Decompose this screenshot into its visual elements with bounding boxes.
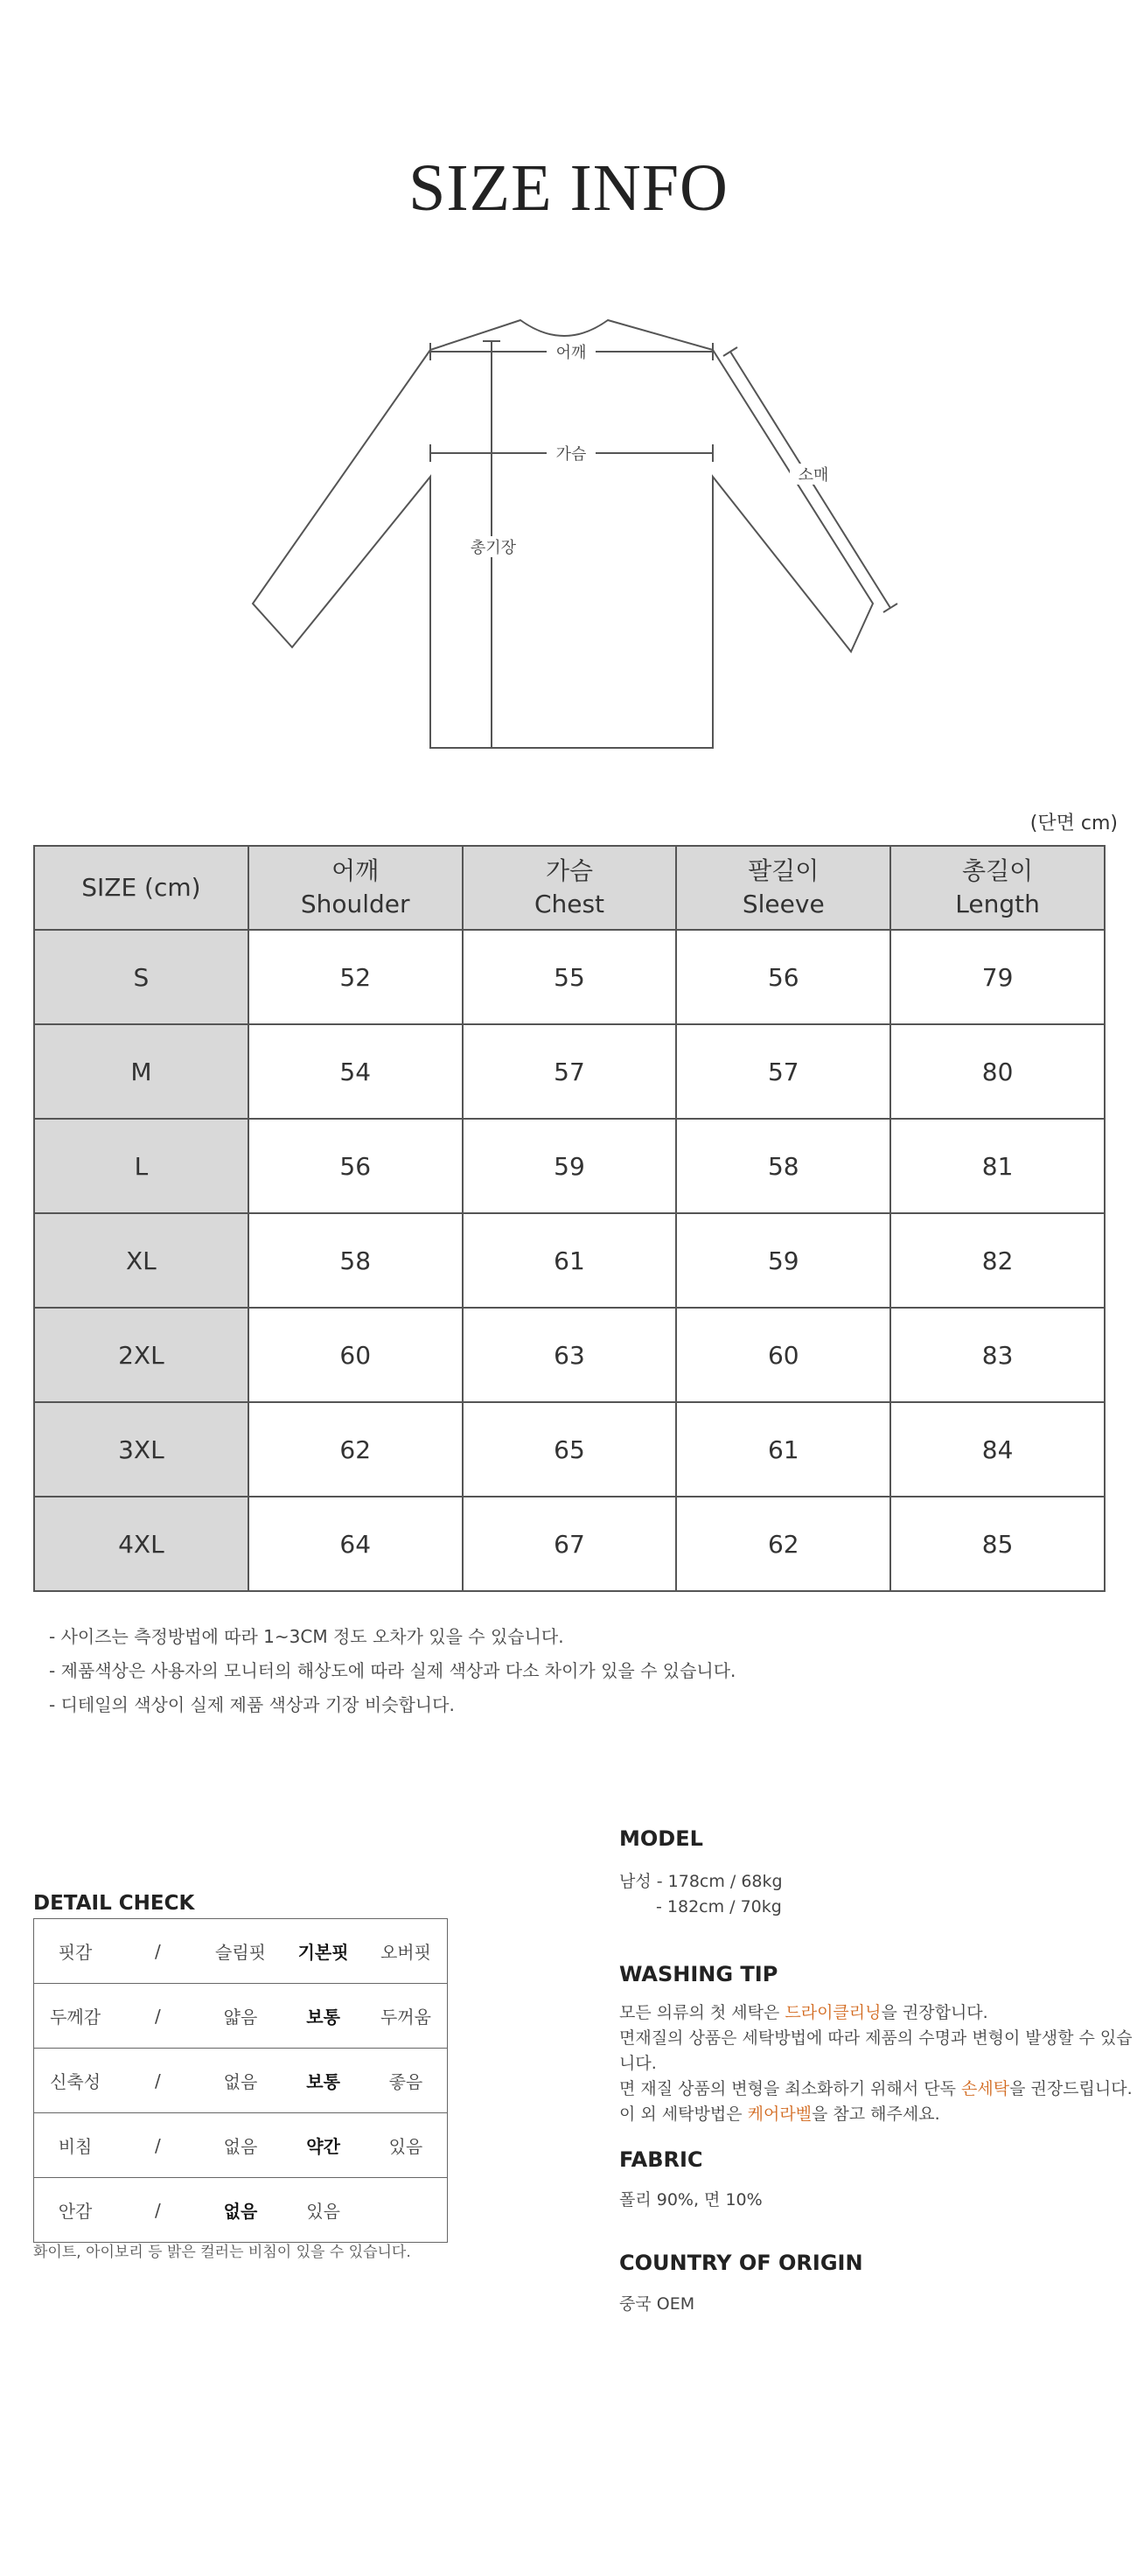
note-line: - 사이즈는 측정방법에 따라 1~3CM 정도 오차가 있을 수 있습니다.: [49, 1626, 564, 1647]
detail-option: [365, 2178, 448, 2243]
size-cell: S: [34, 930, 248, 1024]
value-cell: 62: [248, 1402, 463, 1497]
fabric-value: 폴리 90%, 면 10%: [619, 2190, 763, 2209]
size-cell: 4XL: [34, 1497, 248, 1591]
value-cell: 63: [463, 1308, 677, 1402]
detail-option: 있음: [365, 2113, 448, 2178]
size-cell: XL: [34, 1213, 248, 1308]
size-notes: [49, 1620, 736, 1722]
value-cell: 57: [676, 1024, 890, 1119]
value-cell: 60: [676, 1308, 890, 1402]
detail-option: 좋음: [365, 2049, 448, 2113]
table-row: [34, 1402, 1105, 1497]
table-row: [34, 1119, 1105, 1213]
detail-option: 없음: [199, 2113, 283, 2178]
detail-option: 슬림핏: [199, 1919, 283, 1984]
detail-label: 핏감: [34, 1919, 117, 1984]
fabric-title: FABRIC: [619, 2147, 703, 2172]
note-line: - 제품색상은 사용자의 모니터의 해상도에 따라 실제 색상과 다소 차이가 있을 수 있습니다.: [49, 1660, 736, 1681]
column-header-shoulder: 어깨 Shoulder: [248, 846, 463, 930]
sleeve-label: 소매: [798, 466, 829, 485]
value-cell: 80: [890, 1024, 1105, 1119]
highlight-text: 손세탁: [961, 2079, 1010, 2098]
washing-line: 면재질의 상품은 세탁방법에 따라 제품의 수명과 변형이 발생할 수 있습니다.: [619, 2028, 1133, 2073]
length-label: 총기장: [470, 539, 517, 557]
table-row: [34, 1497, 1105, 1591]
chest-label: 가슴: [555, 445, 587, 464]
column-header-length: 총길이 Length: [890, 846, 1105, 930]
value-cell: 67: [463, 1497, 677, 1591]
value-cell: 84: [890, 1402, 1105, 1497]
detail-row: [34, 2049, 448, 2113]
washing-line: 이 외 세탁방법은 케어라벨을 참고 해주세요.: [619, 2105, 940, 2124]
detail-note: 화이트, 아이보리 등 밝은 컬러는 비침이 있을 수 있습니다.: [33, 2244, 411, 2261]
size-cell: L: [34, 1119, 248, 1213]
detail-option: 오버핏: [365, 1919, 448, 1984]
value-cell: 64: [248, 1497, 463, 1591]
model-line: - 182cm / 70kg: [656, 1897, 782, 1916]
detail-check-table: [33, 1918, 448, 2243]
detail-row: [34, 2113, 448, 2178]
detail-option-selected: 보통: [282, 2049, 365, 2113]
detail-option-selected: 보통: [282, 1984, 365, 2049]
value-cell: 59: [463, 1119, 677, 1213]
garment-diagram: [245, 306, 927, 761]
garment-outline: [253, 320, 873, 748]
value-cell: 55: [463, 930, 677, 1024]
washing-title: WASHING TIP: [619, 1962, 778, 1986]
table-row: [34, 1213, 1105, 1308]
table-row: [34, 1024, 1105, 1119]
value-cell: 62: [676, 1497, 890, 1591]
value-cell: 52: [248, 930, 463, 1024]
value-cell: 61: [463, 1213, 677, 1308]
origin-value: 중국 OEM: [619, 2294, 695, 2314]
value-cell: 58: [676, 1119, 890, 1213]
detail-sep: /: [116, 2178, 199, 2243]
value-cell: 79: [890, 930, 1105, 1024]
detail-sep: /: [116, 1919, 199, 1984]
washing-line: 모든 의류의 첫 세탁은 드라이클리닝을 권장합니다.: [619, 2003, 988, 2022]
detail-option: 두꺼움: [365, 1984, 448, 2049]
value-cell: 65: [463, 1402, 677, 1497]
value-cell: 85: [890, 1497, 1105, 1591]
value-cell: 60: [248, 1308, 463, 1402]
detail-option: 있음: [282, 2178, 365, 2243]
detail-option: 얇음: [199, 1984, 283, 2049]
detail-label: 안감: [34, 2178, 117, 2243]
unit-note: (단면 cm): [1029, 813, 1118, 834]
detail-row: [34, 1919, 448, 1984]
washing-line: 면 재질 상품의 변형을 최소화하기 위해서 단독 손세탁을 권장드립니다.: [619, 2079, 1133, 2098]
model-title: MODEL: [619, 1826, 703, 1851]
model-line: 남성 - 178cm / 68kg: [619, 1872, 783, 1891]
detail-sep: /: [116, 2113, 199, 2178]
detail-row: [34, 2178, 448, 2243]
size-table-header: [34, 846, 1105, 930]
value-cell: 56: [676, 930, 890, 1024]
column-header-sleeve: 팔길이 Sleeve: [676, 846, 890, 930]
value-cell: 54: [248, 1024, 463, 1119]
page-title: SIZE INFO: [408, 151, 729, 225]
detail-sep: /: [116, 1984, 199, 2049]
table-row: [34, 1308, 1105, 1402]
highlight-text: 드라이클리닝: [785, 2003, 882, 2022]
table-row: [34, 930, 1105, 1024]
note-line: - 디테일의 색상이 실제 제품 색상과 기장 비슷합니다.: [49, 1694, 455, 1715]
detail-label: 비침: [34, 2113, 117, 2178]
highlight-text: 케어라벨: [747, 2105, 813, 2124]
value-cell: 59: [676, 1213, 890, 1308]
detail-row: [34, 1984, 448, 2049]
value-cell: 83: [890, 1308, 1105, 1402]
detail-label: 두께감: [34, 1984, 117, 2049]
detail-option: 없음: [199, 2049, 283, 2113]
size-header-cell: SIZE (cm): [34, 846, 248, 930]
detail-sep: /: [116, 2049, 199, 2113]
detail-option-selected: 약간: [282, 2113, 365, 2178]
value-cell: 58: [248, 1213, 463, 1308]
detail-option-selected: 기본핏: [282, 1919, 365, 1984]
detail-check-title: DETAIL CHECK: [33, 1892, 195, 1915]
column-header-chest: 가슴 Chest: [463, 846, 677, 930]
value-cell: 82: [890, 1213, 1105, 1308]
detail-label: 신축성: [34, 2049, 117, 2113]
detail-option-selected: 없음: [199, 2178, 283, 2243]
value-cell: 57: [463, 1024, 677, 1119]
value-cell: 56: [248, 1119, 463, 1213]
size-cell: 2XL: [34, 1308, 248, 1402]
size-table: [33, 845, 1106, 1592]
shoulder-label: 어깨: [555, 344, 587, 362]
washing-info: [619, 2000, 1137, 2127]
size-cell: 3XL: [34, 1402, 248, 1497]
model-info: [619, 1869, 783, 1920]
size-cell: M: [34, 1024, 248, 1119]
value-cell: 61: [676, 1402, 890, 1497]
value-cell: 81: [890, 1119, 1105, 1213]
origin-title: COUNTRY OF ORIGIN: [619, 2251, 863, 2275]
